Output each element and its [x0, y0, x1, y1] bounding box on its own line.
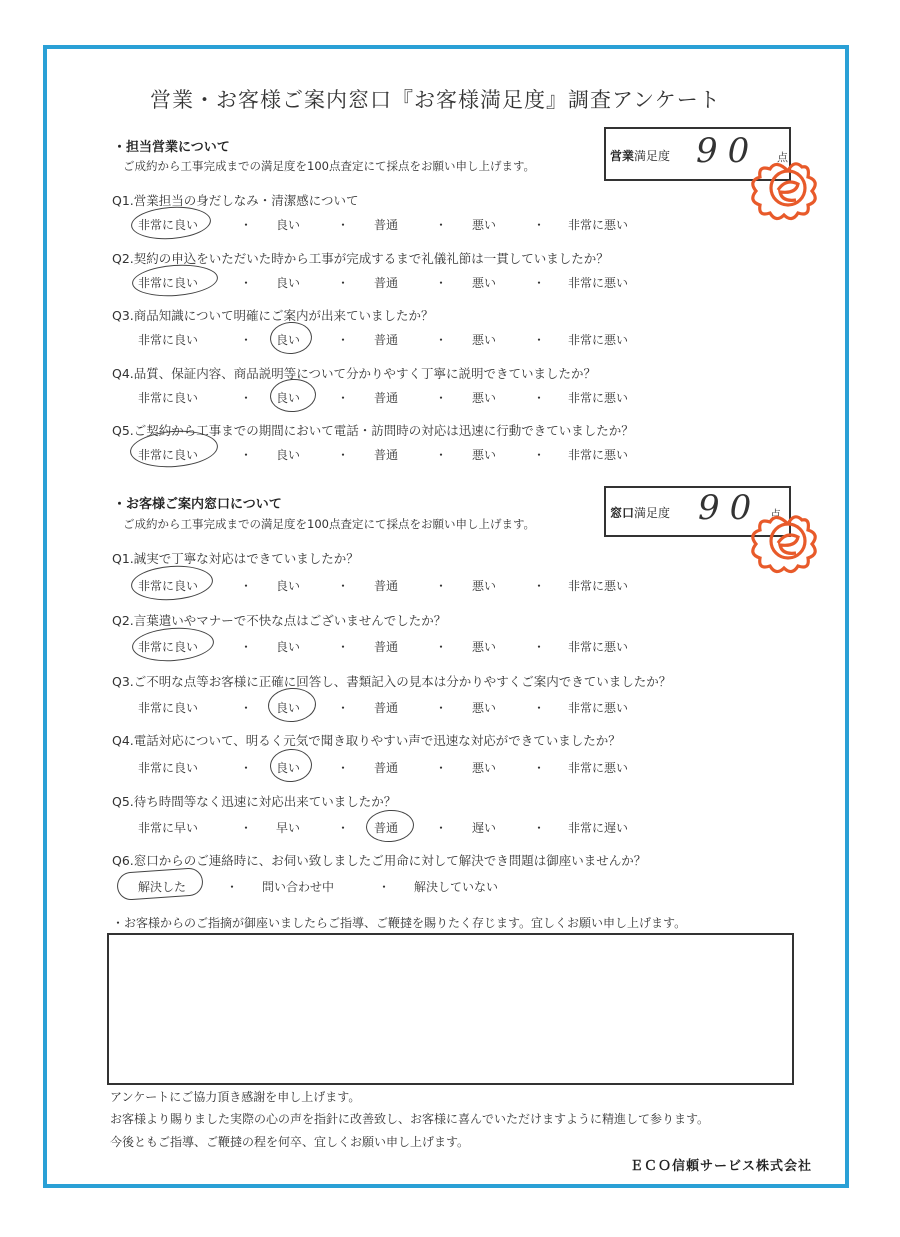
separator: ・	[240, 333, 253, 347]
window-q4-option-3[interactable]: 普通	[374, 761, 399, 775]
window-q4-option-1[interactable]: 非常に良い	[138, 761, 199, 775]
sales-q4-option-2[interactable]: 良い	[276, 391, 301, 405]
window-q2-option-2[interactable]: 良い	[276, 640, 301, 654]
window-q1-option-4[interactable]: 悪い	[472, 579, 497, 593]
comments-box[interactable]	[107, 933, 794, 1085]
sales-q3-option-1[interactable]: 非常に良い	[138, 333, 199, 347]
window-q2-option-3[interactable]: 普通	[374, 640, 399, 654]
sales-q2-option-2[interactable]: 良い	[276, 276, 301, 290]
separator: ・	[337, 333, 350, 347]
window-q4-text: Q4.電話対応について、明るく元気で聞き取りやすい声で迅速な対応ができていましたか？	[112, 733, 621, 748]
window-q2-option-1[interactable]: 非常に良い	[138, 640, 199, 654]
separator: ・	[337, 448, 350, 462]
separator: ・	[240, 821, 253, 835]
sales-section-description: ご成約から工事完成までの満足度を100点査定にて採点をお願い申し上げます。	[123, 159, 536, 173]
sales-q4-option-5[interactable]: 非常に悪い	[568, 391, 629, 405]
separator: ・	[533, 218, 546, 232]
window-q5-text: Q5.待ち時間等なく迅速に対応出来ていましたか？	[112, 794, 397, 809]
flower-e-stamp-icon	[748, 505, 828, 577]
sales-q3-option-2[interactable]: 良い	[276, 333, 301, 347]
sales-q1-option-2[interactable]: 良い	[276, 218, 301, 232]
sales-q2-text: Q2.契約の申込をいただいた時から工事が完成するまで礼儀礼節は一貫していましたか？	[112, 251, 609, 266]
separator: ・	[435, 391, 448, 405]
sales-q1-option-5[interactable]: 非常に悪い	[568, 218, 629, 232]
window-q3-option-4[interactable]: 悪い	[472, 701, 497, 715]
separator: ・	[533, 761, 546, 775]
sales-score-label: 営業満足度	[610, 149, 671, 163]
sales-q1-option-4[interactable]: 悪い	[472, 218, 497, 232]
window-score-value: 90	[698, 488, 762, 528]
separator: ・	[533, 640, 546, 654]
separator: ・	[435, 821, 448, 835]
footer-line-1: アンケートにご協力頂き感謝を申し上げます。	[110, 1090, 361, 1104]
window-q5-option-4[interactable]: 遅い	[472, 821, 497, 835]
separator: ・	[435, 276, 448, 290]
separator: ・	[337, 391, 350, 405]
window-q6-option-1[interactable]: 解決した	[138, 880, 187, 894]
window-q2-option-4[interactable]: 悪い	[472, 640, 497, 654]
window-q4-option-4[interactable]: 悪い	[472, 761, 497, 775]
separator: ・	[240, 218, 253, 232]
company-name: ＥＣＯ信頼サービス株式会社	[630, 1159, 813, 1174]
footer-line-2: お客様より賜りました実際の心の声を指針に改善致し、お客様に喜んでいただけますように精進して参ります。	[110, 1112, 710, 1126]
window-q4-option-2[interactable]: 良い	[276, 761, 301, 775]
window-score-label: 窓口満足度	[610, 506, 671, 520]
window-q2-text: Q2.言葉遣いやマナーで不快な点はございませんでしたか？	[112, 613, 447, 628]
separator: ・	[435, 218, 448, 232]
separator: ・	[533, 391, 546, 405]
sales-score-unit: 点	[777, 151, 788, 164]
separator: ・	[435, 448, 448, 462]
window-score-unit: 点	[770, 508, 781, 521]
separator: ・	[240, 448, 253, 462]
window-q3-option-2[interactable]: 良い	[276, 701, 301, 715]
window-q3-option-3[interactable]: 普通	[374, 701, 399, 715]
page-title: 営業・お客様ご案内窓口『お客様満足度』調査アンケート	[150, 88, 721, 112]
separator: ・	[533, 333, 546, 347]
sales-q5-option-3[interactable]: 普通	[374, 448, 399, 462]
separator: ・	[240, 640, 253, 654]
sales-q3-option-3[interactable]: 普通	[374, 333, 399, 347]
separator: ・	[240, 761, 253, 775]
separator: ・	[533, 701, 546, 715]
separator: ・	[435, 579, 448, 593]
sales-q4-option-4[interactable]: 悪い	[472, 391, 497, 405]
sales-q2-option-4[interactable]: 悪い	[472, 276, 497, 290]
sales-q5-option-1[interactable]: 非常に良い	[138, 448, 199, 462]
window-q5-option-2[interactable]: 早い	[276, 821, 301, 835]
separator: ・	[378, 880, 391, 894]
sales-q5-option-5[interactable]: 非常に悪い	[568, 448, 629, 462]
separator: ・	[226, 880, 239, 894]
sales-q2-option-5[interactable]: 非常に悪い	[568, 276, 629, 290]
separator: ・	[435, 761, 448, 775]
separator: ・	[337, 761, 350, 775]
sales-section-heading: ・担当営業について	[113, 140, 230, 155]
separator: ・	[533, 448, 546, 462]
separator: ・	[533, 276, 546, 290]
window-q5-option-5[interactable]: 非常に遅い	[568, 821, 629, 835]
window-q5-option-1[interactable]: 非常に早い	[138, 821, 199, 835]
window-section-description: ご成約から工事完成までの満足度を100点査定にて採点をお願い申し上げます。	[123, 517, 536, 531]
separator: ・	[337, 276, 350, 290]
footer-line-3: 今後ともご指導、ご鞭撻の程を何卒、宜しくお願い申し上げます。	[110, 1135, 470, 1149]
sales-q5-option-2[interactable]: 良い	[276, 448, 301, 462]
sales-score-value: 90	[696, 131, 760, 171]
window-q1-option-2[interactable]: 良い	[276, 579, 301, 593]
separator: ・	[337, 821, 350, 835]
window-q1-option-1[interactable]: 非常に良い	[138, 579, 199, 593]
separator: ・	[337, 640, 350, 654]
separator: ・	[435, 333, 448, 347]
sales-q3-option-4[interactable]: 悪い	[472, 333, 497, 347]
separator: ・	[240, 579, 253, 593]
sales-q2-option-3[interactable]: 普通	[374, 276, 399, 290]
separator: ・	[435, 701, 448, 715]
sales-q1-text: Q1.営業担当の身だしなみ・清潔感について	[112, 193, 359, 208]
window-q3-option-1[interactable]: 非常に良い	[138, 701, 199, 715]
window-q3-option-5[interactable]: 非常に悪い	[568, 701, 629, 715]
sales-q4-option-3[interactable]: 普通	[374, 391, 399, 405]
sales-q5-text: Q5.ご契約から工事までの期間において電話・訪問時の対応は迅速に行動できていましたか？	[112, 423, 634, 438]
window-section-heading: ・お客様ご案内窓口について	[113, 497, 282, 512]
sales-q5-option-4[interactable]: 悪い	[472, 448, 497, 462]
separator: ・	[337, 579, 350, 593]
separator: ・	[533, 821, 546, 835]
sales-q1-option-3[interactable]: 普通	[374, 218, 399, 232]
window-q5-option-3[interactable]: 普通	[374, 821, 399, 835]
separator: ・	[240, 276, 253, 290]
sales-q2-option-1[interactable]: 非常に良い	[138, 276, 199, 290]
window-q6-option-3[interactable]: 解決していない	[414, 880, 499, 894]
separator: ・	[240, 391, 253, 405]
window-q2-option-5[interactable]: 非常に悪い	[568, 640, 629, 654]
sales-q4-option-1[interactable]: 非常に良い	[138, 391, 199, 405]
separator: ・	[337, 701, 350, 715]
window-q6-text: Q6.窓口からのご連絡時に、お伺い致しましたご用命に対して解決でき問題は御座いませんか？	[112, 853, 647, 868]
separator: ・	[240, 701, 253, 715]
comments-heading: ・お客様からのご指摘が御座いましたらご指導、ご鞭撻を賜りたく存じます。宜しくお願い申し上げます。	[112, 916, 687, 930]
window-q4-option-5[interactable]: 非常に悪い	[568, 761, 629, 775]
sales-q4-text: Q4.品質、保証内容、商品説明等について分かりやすく丁寧に説明できていましたか？	[112, 366, 597, 381]
sales-q1-option-1[interactable]: 非常に良い	[138, 218, 199, 232]
window-q1-text: Q1.誠実で丁寧な対応はできていましたか？	[112, 551, 359, 566]
window-q1-option-3[interactable]: 普通	[374, 579, 399, 593]
window-q3-text: Q3.ご不明な点等お客様に正確に回答し、書類記入の見本は分かりやすくご案内できていましたか？	[112, 674, 672, 689]
window-q6-option-2[interactable]: 問い合わせ中	[262, 880, 335, 894]
sales-q3-text: Q3.商品知識について明確にご案内が出来ていましたか？	[112, 308, 434, 323]
separator: ・	[435, 640, 448, 654]
separator: ・	[533, 579, 546, 593]
sales-q3-option-5[interactable]: 非常に悪い	[568, 333, 629, 347]
window-q1-option-5[interactable]: 非常に悪い	[568, 579, 629, 593]
flower-e-stamp-icon	[748, 152, 828, 224]
separator: ・	[337, 218, 350, 232]
